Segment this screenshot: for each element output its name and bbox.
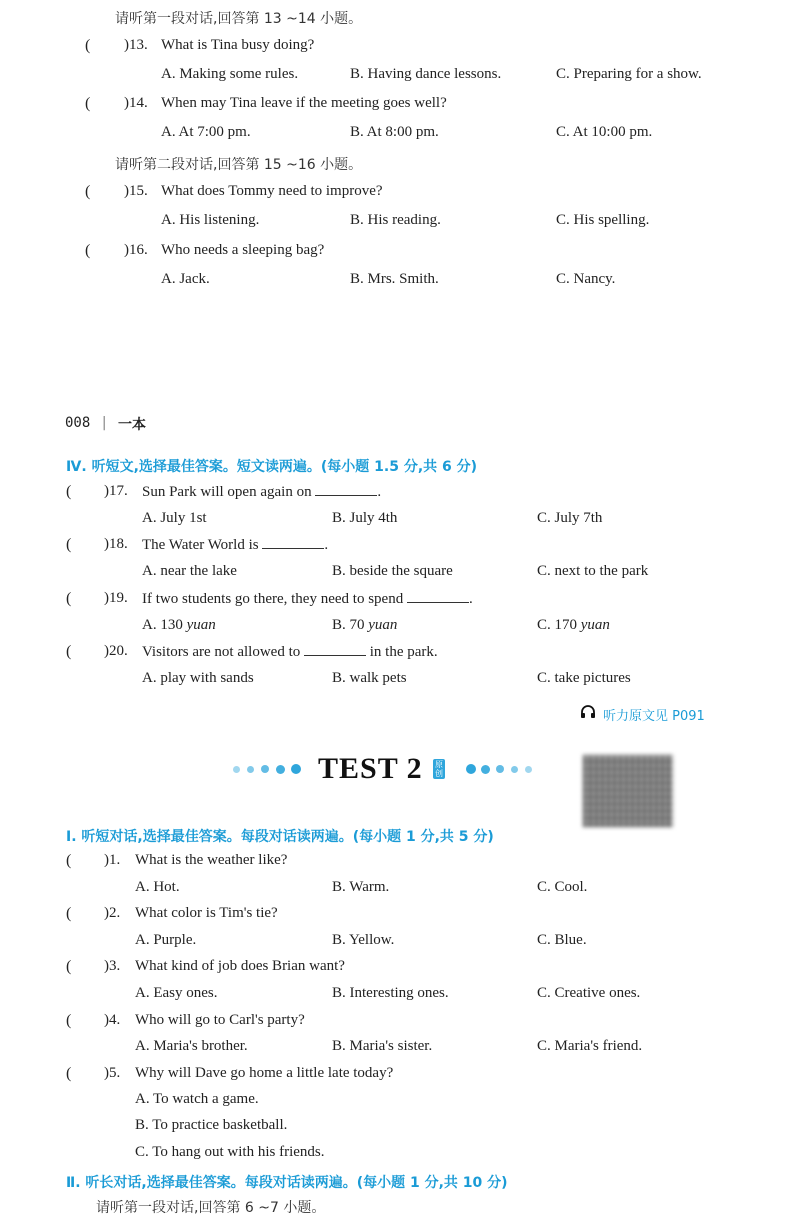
section-2-title: Ⅱ. 听长对话,选择最佳答案。每段对话读两遍。(每小题 1 分,共 10 分) [66, 1175, 508, 1191]
question-14-number: )14. [124, 95, 148, 111]
page-number: 008 [65, 415, 91, 431]
decor-dot [291, 764, 301, 774]
question-16-text: Who needs a sleeping bag? [161, 242, 325, 258]
question-2-number: )2. [104, 905, 121, 921]
question-5-text: Why will Dave go home a little late today? [135, 1065, 394, 1081]
section-4-title: Ⅳ. 听短文,选择最佳答案。短文读两遍。(每小题 1.5 分,共 6 分) [66, 459, 478, 475]
question-18-end: . [324, 537, 329, 553]
answer-paren: ( [85, 242, 91, 259]
q19-option-c: C. 170 yuan [537, 617, 610, 633]
question-17-end: . [377, 484, 382, 500]
question-19-text [142, 590, 473, 608]
q3-option-a: A. Easy ones. [135, 985, 218, 1001]
decor-dot [233, 766, 240, 773]
answer-paren: ( [66, 1012, 72, 1029]
headphones-icon [580, 705, 596, 719]
q19-option-b: B. 70 yuan [332, 617, 398, 633]
instruction-dialog-6-7: 请听第一段对话,回答第 6 ~7 小题。 [96, 1200, 326, 1216]
question-17-text [142, 483, 381, 501]
q4-option-a: A. Maria's brother. [135, 1038, 248, 1054]
fill-blank [304, 643, 366, 656]
q20-option-c: C. take pictures [537, 670, 631, 686]
q14-option-b: B. At 8:00 pm. [350, 124, 439, 140]
q17-option-b: B. July 4th [332, 510, 398, 526]
question-3-text: What kind of job does Brian want? [135, 958, 345, 974]
question-3-number: )3. [104, 958, 121, 974]
q5-option-a: A. To watch a game. [135, 1091, 259, 1107]
q20-option-a: A. play with sands [142, 670, 254, 686]
footer-separator: | [100, 415, 109, 431]
question-13-text: What is Tina busy doing? [161, 37, 315, 53]
decor-dot [466, 764, 476, 774]
question-13-number: )13. [124, 37, 148, 53]
question-4-number: )4. [104, 1012, 121, 1028]
answer-paren: ( [66, 590, 72, 607]
answer-paren: ( [66, 852, 72, 869]
question-15-text: What does Tommy need to improve? [161, 183, 383, 199]
question-19-number: )19. [104, 590, 128, 606]
question-18-number: )18. [104, 536, 128, 552]
q5-option-b: B. To practice basketball. [135, 1117, 288, 1133]
q4-option-c: C. Maria's friend. [537, 1038, 643, 1054]
instruction-dialog-2: 请听第二段对话,回答第 15 ~16 小题。 [115, 157, 363, 173]
question-18-stem: The Water World is [142, 537, 259, 553]
q5-option-c: C. To hang out with his friends. [135, 1144, 325, 1160]
q15-option-b: B. His reading. [350, 212, 441, 228]
answer-paren: ( [85, 95, 91, 112]
answer-paren: ( [66, 536, 72, 553]
q19-option-a: A. 130 yuan [142, 617, 216, 633]
question-19-end: . [468, 591, 473, 607]
decor-dot [276, 765, 285, 774]
q14-option-a: A. At 7:00 pm. [161, 124, 251, 140]
answer-paren: ( [66, 958, 72, 975]
question-17-stem: Sun Park will open again on [142, 484, 312, 500]
q15-option-a: A. His listening. [161, 212, 260, 228]
q18-option-b: B. beside the square [332, 563, 453, 579]
q13-option-a: A. Making some rules. [161, 66, 299, 82]
q15-option-c: C. His spelling. [556, 212, 650, 228]
question-2-text: What color is Tim's tie? [135, 905, 278, 921]
q1-option-b: B. Warm. [332, 879, 390, 895]
q20-option-b: B. walk pets [332, 670, 407, 686]
question-1-number: )1. [104, 852, 121, 868]
question-16-number: )16. [124, 242, 148, 258]
instruction-dialog-1: 请听第一段对话,回答第 13 ~14 小题。 [115, 11, 363, 27]
q1-option-a: A. Hot. [135, 879, 180, 895]
decor-dot [525, 766, 532, 773]
decor-dot [496, 765, 504, 773]
question-20-text [142, 643, 438, 661]
question-20-end: in the park. [369, 644, 438, 660]
question-5-number: )5. [104, 1065, 121, 1081]
q1-option-c: C. Cool. [537, 879, 588, 895]
question-19-stem: If two students go there, they need to spend [142, 591, 404, 607]
q18-option-a: A. near the lake [142, 563, 237, 579]
decor-dot [511, 766, 518, 773]
q17-option-a: A. July 1st [142, 510, 207, 526]
answer-paren: ( [66, 483, 72, 500]
q3-option-c: C. Creative ones. [537, 985, 641, 1001]
q2-option-a: A. Purple. [135, 932, 197, 948]
q16-option-b: B. Mrs. Smith. [350, 271, 439, 287]
answer-paren: ( [66, 643, 72, 660]
answer-paren: ( [85, 37, 91, 54]
fill-blank [262, 536, 324, 549]
q2-option-b: B. Yellow. [332, 932, 395, 948]
question-20-number: )20. [104, 643, 128, 659]
question-15-number: )15. [124, 183, 148, 199]
q13-option-b: B. Having dance lessons. [350, 66, 502, 82]
decor-dot [247, 766, 254, 773]
q4-option-b: B. Maria's sister. [332, 1038, 433, 1054]
brand-logo-text: 一本 [118, 417, 146, 433]
answer-paren: ( [66, 905, 72, 922]
test-title: TEST 2 [318, 752, 423, 785]
q16-option-c: C. Nancy. [556, 271, 616, 287]
question-1-text: What is the weather like? [135, 852, 288, 868]
q18-option-c: C. next to the park [537, 563, 649, 579]
question-20-stem: Visitors are not allowed to [142, 644, 301, 660]
q17-option-c: C. July 7th [537, 510, 603, 526]
question-4-text: Who will go to Carl's party? [135, 1012, 305, 1028]
question-14-text: When may Tina leave if the meeting goes well? [161, 95, 447, 111]
fill-blank [315, 483, 377, 496]
q2-option-c: C. Blue. [537, 932, 587, 948]
q3-option-b: B. Interesting ones. [332, 985, 449, 1001]
fill-blank [407, 590, 469, 603]
answer-paren: ( [85, 183, 91, 200]
q13-option-c: C. Preparing for a show. [556, 66, 702, 82]
question-17-number: )17. [104, 483, 128, 499]
section-1-title: Ⅰ. 听短对话,选择最佳答案。每段对话读两遍。(每小题 1 分,共 5 分) [66, 829, 494, 845]
qr-code[interactable] [583, 755, 673, 827]
q16-option-a: A. Jack. [161, 271, 210, 287]
q14-option-c: C. At 10:00 pm. [556, 124, 653, 140]
decor-dot [261, 765, 269, 773]
answer-paren: ( [66, 1065, 72, 1082]
listening-script-reference[interactable]: 听力原文见 P091 [603, 709, 705, 724]
original-badge: 原创 [435, 760, 443, 778]
decor-dot [481, 765, 490, 774]
question-18-text [142, 536, 328, 554]
